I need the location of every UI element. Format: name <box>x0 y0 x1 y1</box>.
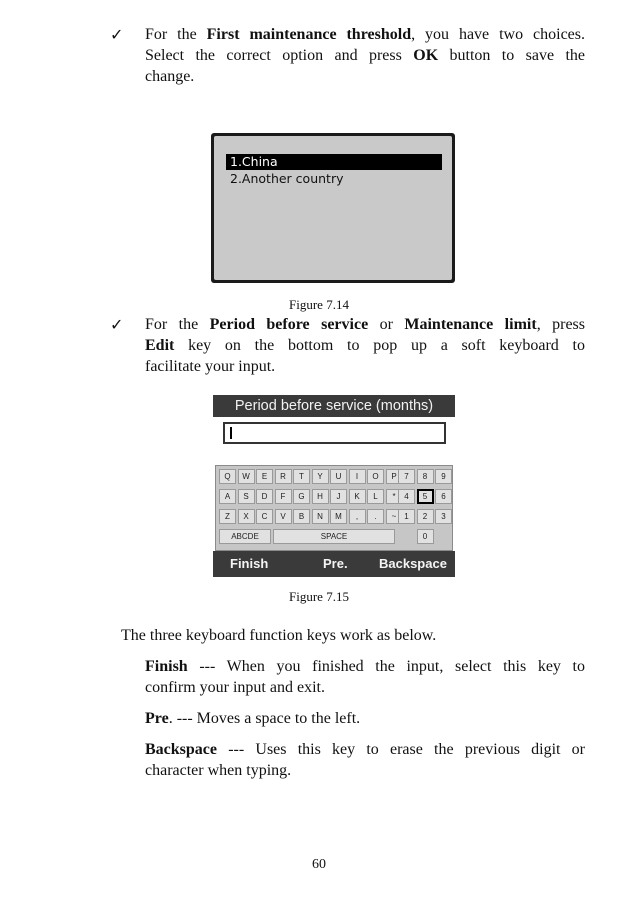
key-s[interactable]: S <box>238 489 255 504</box>
screen-display <box>214 136 452 280</box>
text-run: . --- Moves a space to the left. <box>168 710 361 727</box>
key-0[interactable]: 0 <box>417 529 434 544</box>
figure-7-14-device-screen <box>211 133 455 283</box>
text-run: character when typing. <box>145 762 292 779</box>
text-line <box>145 739 585 760</box>
key-e[interactable]: E <box>256 469 273 484</box>
pre-button[interactable]: Pre. <box>323 556 348 571</box>
key-6[interactable]: 6 <box>435 489 452 504</box>
bold-term: OK <box>413 47 439 64</box>
key-2[interactable]: 2 <box>417 509 434 524</box>
key-5[interactable]: 5 <box>417 489 434 504</box>
text-line <box>145 356 585 377</box>
key-p[interactable]: P <box>386 469 403 484</box>
key-i[interactable]: I <box>349 469 366 484</box>
keyboard-body <box>213 417 455 551</box>
bold-term: Pre <box>145 710 169 727</box>
key-v[interactable]: V <box>275 509 292 524</box>
key-w[interactable]: W <box>238 469 255 484</box>
key-grid <box>215 465 453 551</box>
key-sym[interactable]: , <box>349 509 366 524</box>
text-line <box>145 335 585 356</box>
key-u[interactable]: U <box>330 469 347 484</box>
key-1[interactable]: 1 <box>398 509 415 524</box>
text-run: button to save the <box>438 47 586 64</box>
text-run: , press <box>536 316 586 333</box>
bold-term: Backspace <box>145 741 217 758</box>
key-o[interactable]: O <box>367 469 384 484</box>
text-run: change. <box>145 68 195 85</box>
bold-term: Period before service <box>209 316 369 333</box>
key-8[interactable]: 8 <box>417 469 434 484</box>
page-number: 60 <box>312 857 326 872</box>
text-line <box>145 677 585 698</box>
text-line <box>145 760 585 781</box>
backspace-button[interactable]: Backspace <box>379 556 447 571</box>
key-q[interactable]: Q <box>219 469 236 484</box>
key-h[interactable]: H <box>312 489 329 504</box>
bullet-first-threshold <box>145 24 585 87</box>
menu-item-china[interactable]: 1.China <box>230 154 278 169</box>
text-run: --- When you finished the input, select this key to <box>187 658 585 675</box>
bold-term: Finish <box>145 658 188 675</box>
key-sym[interactable]: * <box>386 489 403 504</box>
space-key[interactable]: SPACE <box>273 529 395 544</box>
key-9[interactable]: 9 <box>435 469 452 484</box>
text-run: or <box>368 316 405 333</box>
text-line <box>145 24 585 45</box>
text-run: key on the bottom to pop up a soft keyboard to <box>174 337 585 354</box>
text-run: --- Uses this key to erase the previous digit or <box>217 741 585 758</box>
finish-button[interactable]: Finish <box>230 556 269 571</box>
menu-item-another-country[interactable]: 2.Another country <box>230 171 344 186</box>
key-n[interactable]: N <box>312 509 329 524</box>
text-cursor <box>230 427 232 439</box>
keyboard-title: Period before service (months) <box>213 395 455 417</box>
key-z[interactable]: Z <box>219 509 236 524</box>
key-m[interactable]: M <box>330 509 347 524</box>
figure-7-14-caption: Figure 7.14 <box>289 297 349 312</box>
text-line <box>145 45 585 66</box>
key-l[interactable]: L <box>367 489 384 504</box>
key-d[interactable]: D <box>256 489 273 504</box>
bold-term: First maintenance threshold <box>206 26 412 43</box>
key-g[interactable]: G <box>293 489 310 504</box>
text-line <box>145 656 585 677</box>
key-y[interactable]: Y <box>312 469 329 484</box>
definition-finish <box>145 656 585 698</box>
key-x[interactable]: X <box>238 509 255 524</box>
bold-term: Maintenance limit <box>404 316 537 333</box>
text-run: For the <box>145 26 207 43</box>
text-run: For the <box>145 316 210 333</box>
key-j[interactable]: J <box>330 489 347 504</box>
checkmark-icon: ✓ <box>110 315 124 334</box>
function-keys-intro: The three keyboard function keys work as below. <box>121 627 437 644</box>
key-b[interactable]: B <box>293 509 310 524</box>
key-7[interactable]: 7 <box>398 469 415 484</box>
text-run: confirm your input and exit. <box>145 679 325 696</box>
text-run: Select the correct option and press <box>145 47 414 64</box>
text-run: facilitate your input. <box>145 358 276 375</box>
checkmark-icon: ✓ <box>110 25 124 44</box>
key-r[interactable]: R <box>275 469 292 484</box>
key-f[interactable]: F <box>275 489 292 504</box>
text-run: , you have two choices. <box>411 26 585 43</box>
key-t[interactable]: T <box>293 469 310 484</box>
key-4[interactable]: 4 <box>398 489 415 504</box>
text-line <box>145 66 585 87</box>
key-sym[interactable]: ~ <box>386 509 403 524</box>
function-key-bar <box>213 551 455 577</box>
key-c[interactable]: C <box>256 509 273 524</box>
definition-backspace <box>145 739 585 781</box>
key-a[interactable]: A <box>219 489 236 504</box>
abc-mode-key[interactable]: ABCDE <box>219 529 271 544</box>
key-sym[interactable]: . <box>367 509 384 524</box>
definition-pre <box>145 708 585 729</box>
key-k[interactable]: K <box>349 489 366 504</box>
text-line <box>145 708 585 729</box>
value-input-field[interactable] <box>223 422 446 444</box>
figure-7-15-caption: Figure 7.15 <box>289 589 349 604</box>
bold-term: Edit <box>145 337 175 354</box>
bullet-period-before-service <box>145 314 585 377</box>
text-line <box>145 314 585 335</box>
figure-7-15-soft-keyboard <box>213 395 455 577</box>
key-3[interactable]: 3 <box>435 509 452 524</box>
